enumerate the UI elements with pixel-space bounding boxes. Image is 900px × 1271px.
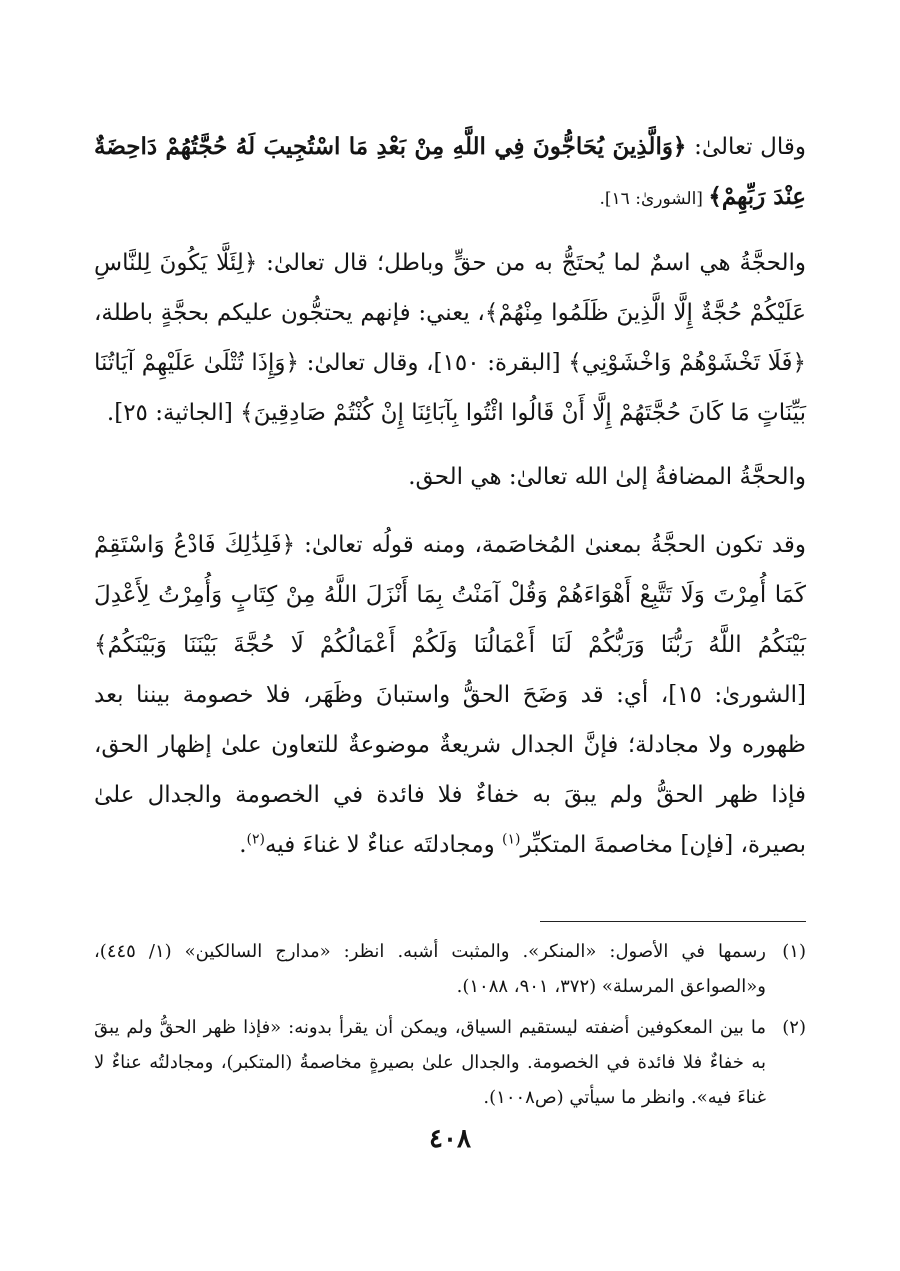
footnote-marker-1[interactable]: (١)	[502, 831, 521, 848]
footnote-2	[94, 1010, 806, 1115]
main-text	[94, 122, 806, 884]
paragraph-1-intro: وقال تعالىٰ:	[686, 134, 807, 160]
footnote-1-number: (١)	[782, 941, 806, 962]
footnotes	[94, 934, 806, 1121]
paragraph-2: والحجَّةُ هي اسمٌ لما يُحتَجُّ به من حقٍّ وباطل؛ قال تعالىٰ: ﴿لِئَلَّا يَكُونَ لِلنَّاسِ عَلَيْكُمْ حُجَّةٌ إِلَّا الَّذِينَ ظَلَمُوا مِنْهُمْ﴾، يعني: فإنهم يحتجُّون عليكم بحجَّةٍ باطلة، ﴿فَلَا تَخْشَوْهُمْ وَاخْشَوْنِي﴾ [البقرة: ١٥٠]، وقال تعالىٰ: ﴿وَإِذَا تُتْلَىٰ عَلَيْهِمْ آيَاتُنَا بَيِّنَاتٍ مَا كَانَ حُجَّتَهُمْ إِلَّا أَنْ قَالُوا ائْتُوا بِآبَائِنَا إِنْ كُنْتُمْ صَادِقِينَ﴾ [الجاثية: ٢٥].	[94, 250, 806, 426]
paragraph-4	[94, 520, 806, 870]
page-number: ٤٠٨	[429, 1124, 471, 1154]
paragraph-4-text-continued: ومجادلتَه عناءٌ لا غناءَ فيه	[264, 832, 502, 858]
footnote-marker-2[interactable]: (٢)	[246, 831, 265, 848]
quran-verse-ash-shura-16: ﴿وَالَّذِينَ يُحَاجُّونَ فِي اللَّهِ مِنْ بَعْدِ مَا اسْتُجِيبَ لَهُ حُجَّتُهُمْ دَاحِضَةٌ عِنْدَ رَبِّهِمْ﴾	[94, 133, 806, 210]
footnote-divider	[540, 921, 806, 922]
paragraph-3: والحجَّةُ المضافةُ إلىٰ الله تعالىٰ: هي الحق.	[408, 464, 806, 490]
footnote-1-text: رسمها في الأصول: «المنكر». والمثبت أشبه. انظر: «مدارج السالكين» (١/ ٤٤٥)، و«الصواعق المرسلة» (٣٧٢، ٩٠١، ١٠٨٨).	[94, 941, 766, 997]
footnote-2-text: ما بين المعكوفين أضفته ليستقيم السياق، ويمكن أن يقرأ بدونه: «فإذا ظهر الحقُّ ولم يبقَ به خفاءٌ فلا فائدة في الخصومة. والجدال علىٰ بصيرةٍ مخاصمةُ (المتكبر)، ومجادلتُه عناءٌ لا غناءَ فيه». وانظر ما سيأتي (ص١٠٠٨).	[94, 1017, 766, 1108]
footnote-1	[94, 934, 806, 1004]
footnote-2-number: (٢)	[782, 1017, 806, 1038]
paragraph-1	[94, 122, 806, 224]
paragraph-4-text: وقد تكون الحجَّةُ بمعنىٰ المُخاصَمة، ومنه قولُه تعالىٰ: ﴿فَلِذَٰلِكَ فَادْعُ وَاسْتَقِمْ كَمَا أُمِرْتَ وَلَا تَتَّبِعْ أَهْوَاءَهُمْ وَقُلْ آمَنْتُ بِمَا أَنْزَلَ اللَّهُ مِنْ كِتَابٍ وَأُمِرْتُ لِأَعْدِلَ بَيْنَكُمُ اللَّهُ رَبُّنَا وَرَبُّكُمْ لَنَا أَعْمَالُنَا وَلَكُمْ أَعْمَالُكُمْ لَا حُجَّةَ بَيْنَنَا وَبَيْنَكُمُ﴾ [الشورىٰ: ١٥]، أي: قد وَضَحَ الحقُّ واستبانَ وظَهَر، فلا خصومة بيننا بعد ظهوره ولا مجادلة؛ فإنَّ الجدال شريعةٌ موضوعةٌ للتعاون علىٰ إظهار الحق، فإذا ظهر الحقُّ ولم يبقَ به خفاءٌ فلا فائدة في الخصومة والجدال علىٰ بصيرة، [فإن] مخاصمةَ المتكبِّر	[94, 532, 806, 858]
paragraph-4-end: .	[239, 832, 247, 858]
verse-reference: [الشورىٰ: ١٦].	[599, 189, 709, 209]
